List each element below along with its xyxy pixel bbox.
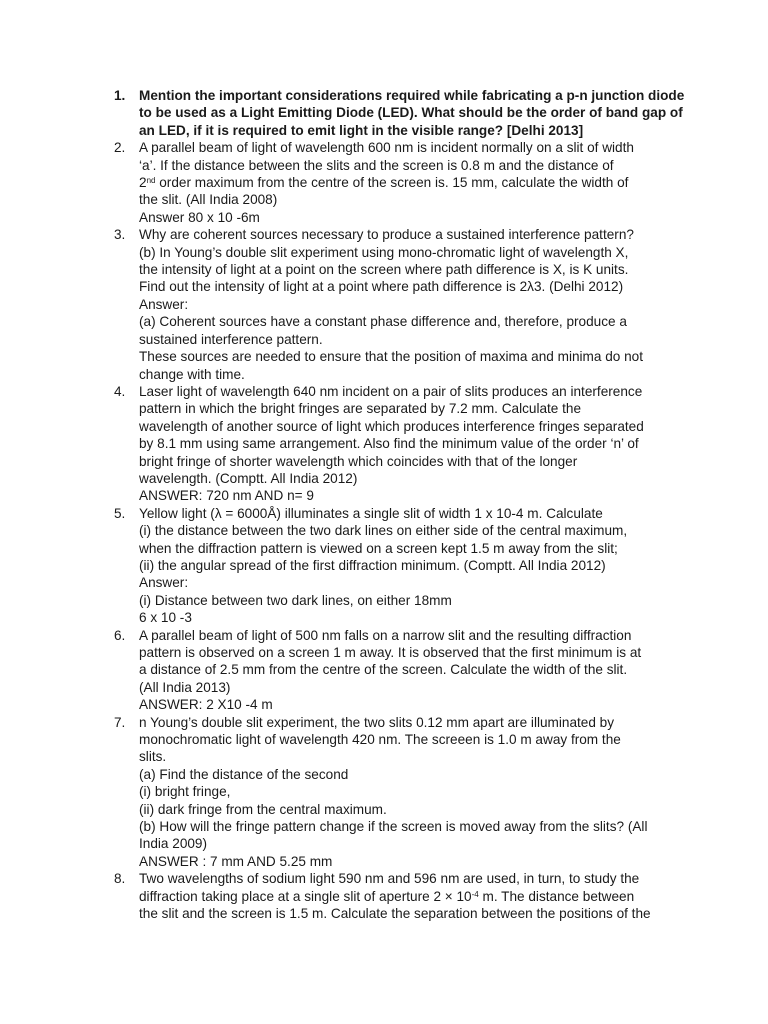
question-1	[114, 87, 685, 139]
question-text-line: (b) How will the fringe pattern change if the screen is moved away from the slits? (All	[139, 819, 648, 835]
answer-line: Answer 80 x 10 -6m	[139, 209, 260, 225]
answer-line: change with time.	[139, 366, 245, 382]
answer-line: (i) Distance between two dark lines, on either 18mm	[139, 592, 452, 608]
question-number: 1.	[114, 88, 126, 103]
question-text-line: when the diffraction pattern is viewed on a screen kept 1.5 m away from the slit;	[139, 540, 618, 556]
line-text: m. The distance between	[478, 888, 635, 904]
exponent: -4	[471, 889, 479, 899]
question-number: 7.	[114, 714, 126, 730]
question-text-line: (ii) dark fringe from the central maximum.	[139, 801, 387, 817]
question-text-line: A parallel beam of light of 500 nm falls on a narrow slit and the resulting diffraction	[139, 627, 632, 643]
question-text-line: (All India 2013)	[139, 679, 231, 695]
ordinal-suffix: nd	[146, 176, 156, 186]
question-text-line: by 8.1 mm using same arrangement. Also find the minimum value of the order ‘n’ of	[139, 436, 639, 452]
question-text-line: (i) the distance between the two dark lines on either side of the central maximum,	[139, 523, 628, 539]
question-text-line: (i) bright fringe,	[139, 784, 231, 800]
answer-label: Answer:	[139, 575, 189, 591]
question-text-line: monochromatic light of wavelength 420 nm. The screeen is 1.0 m away from the	[139, 732, 621, 748]
question-text-line: a distance of 2.5 mm from the centre of the screen. Calculate the width of the slit.	[139, 662, 628, 678]
question-number: 2.	[114, 140, 126, 156]
question-text-line: pattern in which the bright fringes are separated by 7.2 mm. Calculate the	[139, 401, 582, 417]
question-5	[114, 505, 680, 627]
question-text-line: wavelength of another source of light which produces interference fringes separated	[139, 418, 644, 434]
question-number: 8.	[114, 871, 126, 887]
question-text-line	[139, 174, 680, 191]
question-text-line: an LED, if it is required to emit light in the visible range? [Delhi 2013]	[139, 122, 584, 138]
question-number: 3.	[114, 227, 126, 243]
question-number: 6.	[114, 627, 126, 643]
question-number: 4.	[114, 383, 126, 399]
question-text-line: the intensity of light at a point on the screen where path difference is X, is K units.	[139, 262, 629, 278]
question-text-line: (ii) the angular spread of the first diffraction minimum. (Comptt. All India 2012)	[139, 557, 606, 573]
answer-line: ANSWER: 2 X10 -4 m	[139, 697, 273, 713]
question-7	[114, 714, 680, 871]
answer-line: sustained interference pattern.	[139, 331, 323, 347]
question-2	[114, 139, 680, 226]
question-text-line: Mention the important considerations required while fabricating a p-n junction diode	[139, 88, 685, 103]
answer-line: ANSWER: 720 nm AND n= 9	[139, 488, 314, 504]
question-text-line: A parallel beam of light of wavelength 600 nm is incident normally on a slit of width	[139, 140, 634, 156]
line-text: order maximum from the centre of the screen is. 15 mm, calculate the width of	[155, 175, 629, 191]
question-text-line: (a) Find the distance of the second	[139, 766, 349, 782]
question-list	[114, 87, 685, 923]
ordinal-number: 2	[139, 175, 147, 191]
question-text-line: Find out the intensity of light at a point where path difference is 2λ3. (Delhi 2012)	[139, 279, 624, 295]
line-text: diffraction taking place at a single slit of aperture 2 × 10	[139, 888, 472, 904]
question-text-line: n Young’s double slit experiment, the two slits 0.12 mm apart are illuminated by	[139, 714, 615, 730]
question-number: 5.	[114, 505, 126, 521]
answer-line: These sources are needed to ensure that the position of maxima and minima do not	[139, 349, 644, 365]
question-text-line: bright fringe of shorter wavelength which coincides with that of the longer	[139, 453, 578, 469]
question-text-line: pattern is observed on a screen 1 m away. It is observed that the first minimum is at	[139, 645, 642, 660]
question-6	[114, 627, 680, 714]
question-text-line: slits.	[139, 749, 167, 765]
answer-line: ANSWER : 7 mm AND 5.25 mm	[139, 853, 333, 869]
question-4	[114, 383, 680, 505]
question-text-line: Two wavelengths of sodium light 590 nm and 596 nm are used, in turn, to study the	[139, 871, 640, 887]
answer-label: Answer:	[139, 296, 189, 312]
question-text-line: the slit and the screen is 1.5 m. Calculate the separation between the positions of the	[139, 906, 651, 922]
question-text-line: to be used as a Light Emitting Diode (LED). What should be the order of band gap of	[139, 105, 683, 121]
question-text-line: Yellow light (λ = 6000Å) illuminates a single slit of width 1 x 10-4 m. Calculate	[139, 505, 603, 521]
question-text-line: India 2009)	[139, 836, 208, 852]
question-text-line: wavelength. (Comptt. All India 2012)	[139, 470, 358, 486]
question-text-line: the slit. (All India 2008)	[139, 192, 278, 208]
question-text-line: Why are coherent sources necessary to produce a sustained interference pattern?	[139, 227, 634, 243]
answer-line: (a) Coherent sources have a constant phase difference and, therefore, produce a	[139, 314, 627, 330]
question-8	[114, 870, 680, 922]
question-text-line	[139, 888, 680, 905]
answer-line: 6 x 10 -3	[139, 610, 192, 626]
question-text-line: (b) In Young’s double slit experiment using mono-chromatic light of wavelength X,	[139, 244, 629, 260]
question-text-line: ‘a’. If the distance between the slits and the screen is 0.8 m and the distance of	[139, 157, 614, 173]
question-3	[114, 226, 680, 383]
question-text-line: Laser light of wavelength 640 nm incident on a pair of slits produces an interference	[139, 383, 643, 399]
